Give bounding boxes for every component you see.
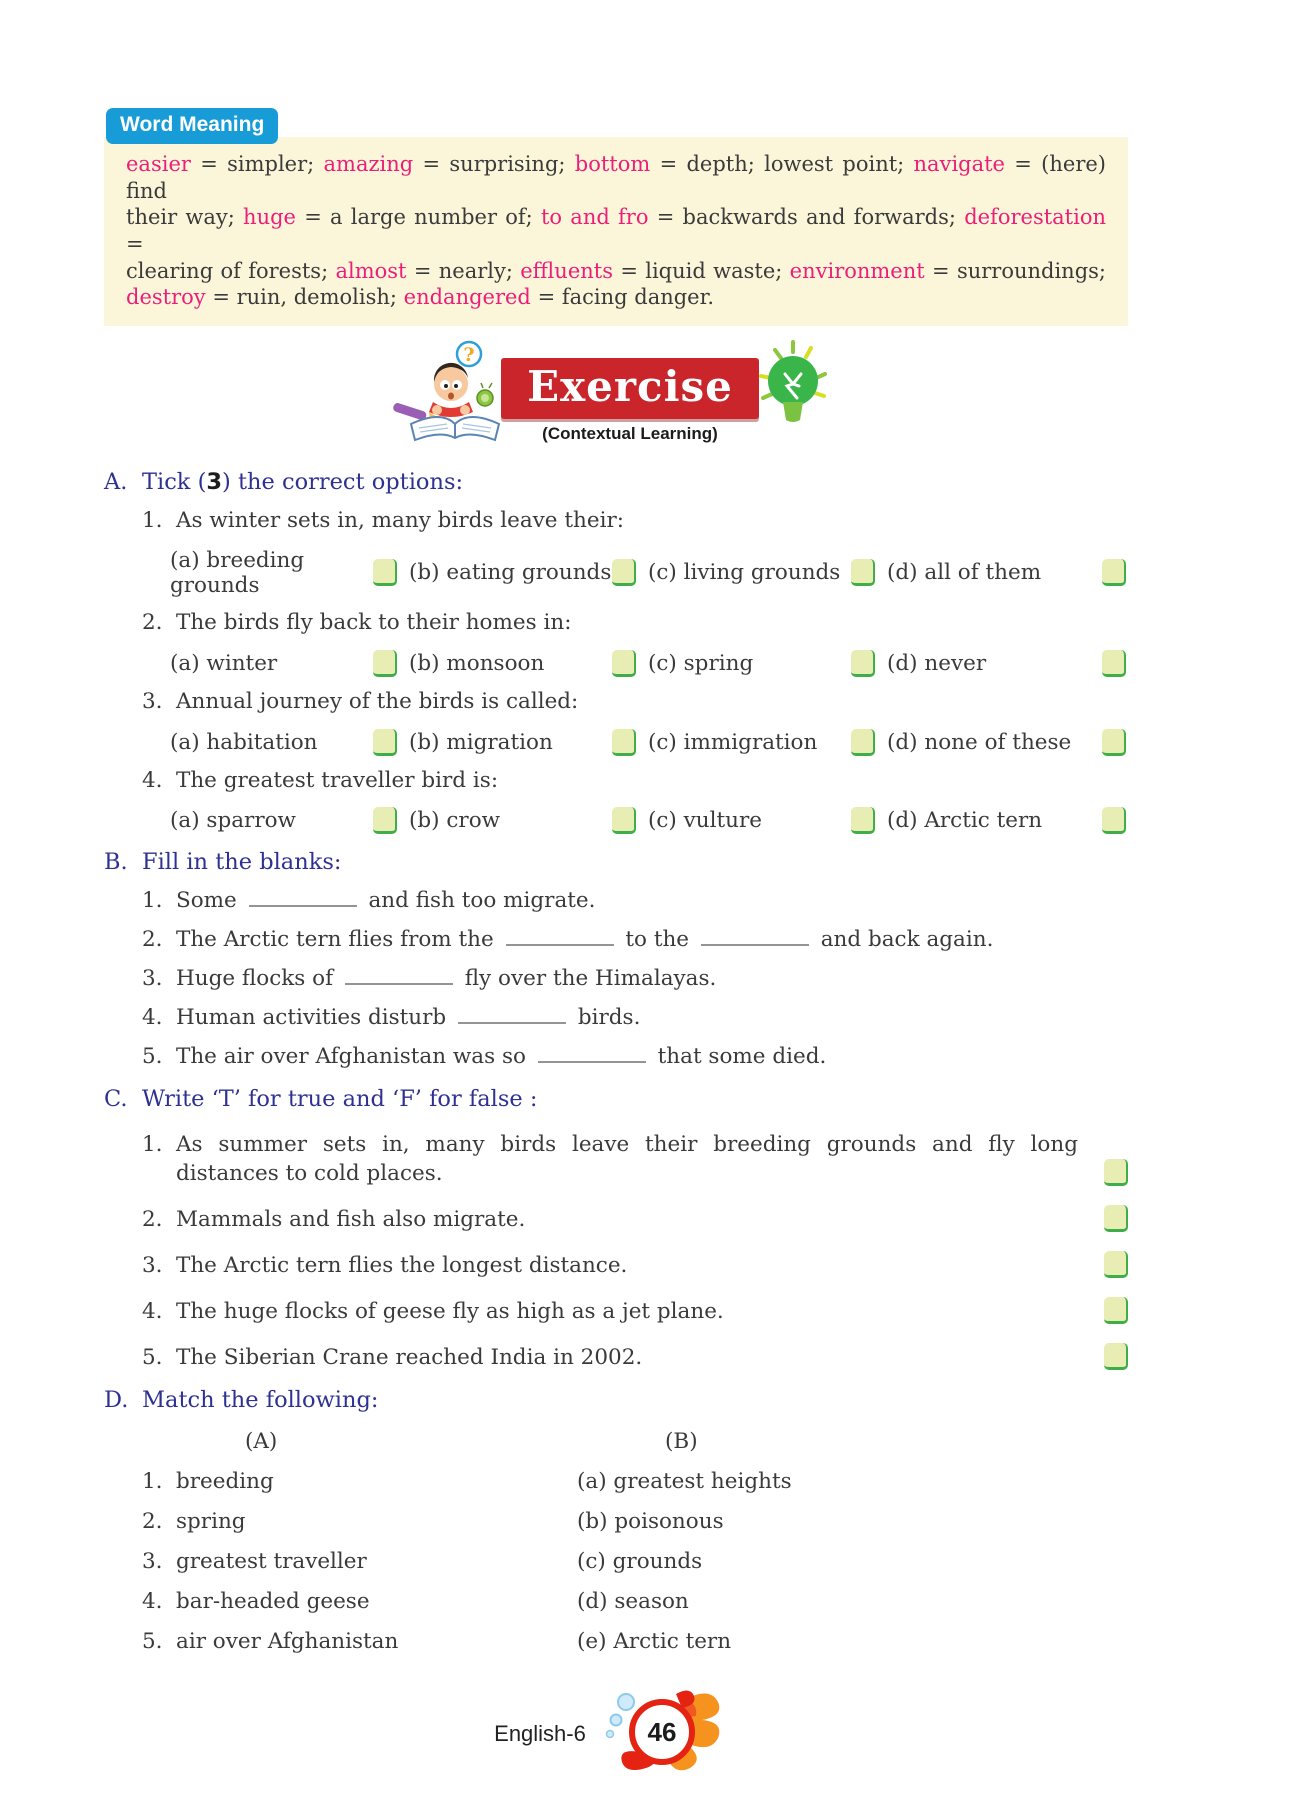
- option-label: (b) monsoon: [409, 650, 545, 676]
- fill-blank-segment: Some: [176, 888, 244, 914]
- section-d-header: [104, 1387, 1128, 1414]
- option: [409, 548, 648, 598]
- option-checkbox[interactable]: [1102, 807, 1126, 834]
- question-number: 5.: [142, 1344, 163, 1370]
- question-number: 4.: [142, 767, 163, 793]
- word-meaning-line: [126, 204, 1106, 257]
- option: [648, 807, 887, 834]
- options-row: [170, 729, 1128, 756]
- exercise-subtitle: (Contextual Learning): [542, 423, 718, 443]
- blank-line: [345, 968, 453, 985]
- true-false-row: [142, 1130, 1128, 1188]
- option-label: (a) sparrow: [170, 808, 296, 834]
- fill-blank-segment: birds.: [571, 1005, 641, 1031]
- book-title: English-6: [494, 1720, 586, 1746]
- true-false-text: The Siberian Crane reached India in 2002.: [176, 1344, 643, 1370]
- match-item-a: [142, 1509, 577, 1534]
- word-meaning-definition: = simpler;: [190, 152, 324, 176]
- true-false-box[interactable]: [1104, 1297, 1128, 1324]
- question-number: 3.: [142, 688, 163, 714]
- exercise-banner: [104, 334, 1128, 454]
- question-number: 2.: [142, 927, 163, 953]
- option-label: (a) habitation: [170, 729, 318, 755]
- section-title: Write ‘T’ for true and ‘F’ for false :: [142, 1085, 538, 1112]
- options-row: [170, 650, 1128, 677]
- word-meaning-term: easier: [126, 152, 191, 176]
- option: [170, 729, 409, 756]
- match-column-b-header: (B): [665, 1428, 698, 1454]
- question-number: 4.: [142, 1005, 163, 1031]
- option-label: (b) migration: [409, 729, 553, 755]
- option-checkbox[interactable]: [851, 807, 875, 834]
- option: [648, 650, 887, 677]
- option-label: (a) breeding grounds: [170, 547, 305, 598]
- word-meaning-tab: Word Meaning: [106, 108, 278, 144]
- match-row: [142, 1589, 1128, 1614]
- fill-blank-row: [142, 966, 1128, 993]
- match-text-a: breeding: [176, 1468, 274, 1494]
- word-meaning-box: [104, 137, 1128, 326]
- fill-blank-text: [176, 1044, 1128, 1071]
- match-column-headers: [142, 1429, 1128, 1454]
- fill-blank-row: [142, 927, 1128, 954]
- match-row: [142, 1469, 1128, 1494]
- option-label: (a) winter: [170, 650, 278, 676]
- true-false-text: Mammals and fish also migrate.: [176, 1206, 526, 1232]
- option-label: (d) Arctic tern: [887, 808, 1043, 834]
- fill-blank-segment: and fish too migrate.: [361, 888, 596, 914]
- exercise-title: Exercise: [501, 358, 759, 419]
- true-false-box[interactable]: [1104, 1159, 1128, 1186]
- blank-line: [538, 1046, 646, 1063]
- option: [648, 729, 887, 756]
- option: [170, 650, 409, 677]
- question-row: [142, 768, 1128, 795]
- match-text-a: air over Afghanistan: [176, 1628, 399, 1654]
- word-meaning-term: endangered: [403, 285, 531, 310]
- section-letter: C.: [104, 1085, 128, 1112]
- section-a-header: [104, 469, 1128, 496]
- blank-line: [506, 929, 614, 946]
- option-label: (c) living grounds: [648, 560, 841, 586]
- true-false-box[interactable]: [1104, 1251, 1128, 1278]
- match-row: [142, 1509, 1128, 1534]
- word-meaning-definition: their way;: [126, 205, 244, 230]
- question-row: [142, 689, 1128, 716]
- word-meaning-line: [126, 258, 1106, 285]
- options-row: [170, 807, 1128, 834]
- question-text: As winter sets in, many birds leave their:: [176, 507, 624, 533]
- word-meaning-term: huge: [243, 205, 296, 230]
- option: [409, 807, 648, 834]
- fill-blank-segment: Huge flocks of: [176, 966, 340, 992]
- svg-text:?: ?: [463, 343, 475, 366]
- fish-logo: [588, 1680, 738, 1776]
- section-letter: A.: [104, 468, 128, 495]
- blank-line: [249, 890, 357, 907]
- word-meaning-term: destroy: [126, 285, 206, 310]
- fill-blank-segment: Human activities disturb: [176, 1005, 454, 1031]
- match-row: [142, 1629, 1128, 1654]
- section-c-body: [104, 1130, 1128, 1372]
- question-number: 5.: [142, 1043, 163, 1069]
- fill-blank-segment: The air over Afghanistan was so: [176, 1043, 533, 1069]
- word-meaning-definition: = depth; lowest point;: [650, 152, 914, 176]
- option-label: (b) crow: [409, 808, 501, 834]
- option: [887, 548, 1126, 598]
- option-label: (c) spring: [648, 650, 754, 676]
- option-label: (d) none of these: [887, 729, 1072, 755]
- option: [648, 548, 887, 598]
- question-number: 1.: [142, 507, 163, 533]
- match-text-b: (a) greatest heights: [577, 1468, 792, 1494]
- fill-blank-text: [176, 1005, 1128, 1032]
- word-meaning-definition: clearing of forests;: [126, 258, 336, 283]
- match-number: 4.: [142, 1588, 163, 1614]
- word-meaning-definition: = ruin, demolish;: [205, 285, 404, 310]
- word-meaning-line: [126, 284, 1106, 311]
- section-c-header: [104, 1086, 1128, 1113]
- word-meaning-term: environment: [789, 258, 925, 283]
- match-text-b: (c) grounds: [577, 1548, 703, 1574]
- word-meaning-term: effluents: [520, 258, 613, 283]
- match-item-a: [142, 1589, 577, 1614]
- option-checkbox[interactable]: [373, 729, 397, 756]
- option-checkbox[interactable]: [1102, 650, 1126, 677]
- true-false-text: As summer sets in, many birds leave their breeding grounds and fly long distances to cold places.: [176, 1131, 1078, 1186]
- option: [887, 729, 1126, 756]
- option-checkbox[interactable]: [612, 729, 636, 756]
- true-false-row: [142, 1251, 1128, 1280]
- word-meaning-definition: = (here) find: [126, 152, 1106, 203]
- question-number: 2.: [142, 609, 163, 635]
- option-checkbox[interactable]: [1102, 729, 1126, 756]
- page-number: 46: [647, 1716, 677, 1747]
- true-false-row: [142, 1205, 1128, 1234]
- fill-blank-segment: to the: [618, 927, 696, 953]
- question-text: Annual journey of the birds is called:: [176, 688, 579, 714]
- option-label: (b) eating grounds: [409, 560, 612, 586]
- fill-blank-segment: that some died.: [650, 1043, 827, 1069]
- tick-mark: 3: [206, 468, 223, 495]
- question-row: [142, 508, 1128, 535]
- blank-line: [458, 1007, 566, 1024]
- match-number: 3.: [142, 1548, 163, 1574]
- section-a-body: [104, 508, 1128, 835]
- match-text-a: spring: [176, 1508, 246, 1534]
- blank-line: [701, 929, 809, 946]
- question-number: 1.: [142, 1131, 163, 1157]
- match-item-a: [142, 1549, 577, 1574]
- true-false-text: The Arctic tern flies the longest distance.: [176, 1252, 628, 1278]
- match-column-a-header: (A): [245, 1428, 278, 1454]
- fill-blank-row: [142, 888, 1128, 915]
- match-number: 1.: [142, 1468, 163, 1494]
- fill-blank-segment: fly over the Himalayas.: [457, 966, 717, 992]
- section-title: Match the following:: [142, 1386, 379, 1413]
- question-number: 2.: [142, 1206, 163, 1232]
- true-false-text: The huge flocks of geese fly as high as a jet plane.: [176, 1298, 724, 1324]
- boy-reading-icon: [393, 340, 515, 448]
- fill-blank-segment: The Arctic tern flies from the: [176, 927, 501, 953]
- word-meaning-term: almost: [335, 258, 407, 283]
- word-meaning-definition: =: [126, 231, 144, 256]
- option: [170, 807, 409, 834]
- option: [887, 807, 1126, 834]
- option-label: (c) vulture: [648, 808, 763, 834]
- word-meaning-term: to and fro: [540, 205, 649, 230]
- option-checkbox[interactable]: [612, 650, 636, 677]
- match-item-a: [142, 1629, 577, 1654]
- option-checkbox[interactable]: [851, 729, 875, 756]
- fill-blank-text: [176, 966, 1128, 993]
- section-a-title-pre: Tick (: [142, 468, 207, 495]
- fill-blank-row: [142, 1005, 1128, 1032]
- section-b-body: [104, 888, 1128, 1070]
- true-false-box[interactable]: [1104, 1205, 1128, 1232]
- option-label: (c) immigration: [648, 729, 818, 755]
- true-false-box[interactable]: [1104, 1343, 1128, 1370]
- match-text-b: (d) season: [577, 1588, 689, 1614]
- fill-blank-row: [142, 1044, 1128, 1071]
- word-meaning-term: navigate: [913, 152, 1005, 176]
- fill-blank-text: [176, 927, 1128, 954]
- word-meaning-definition: = facing danger.: [530, 285, 715, 310]
- section-title: Fill in the blanks:: [142, 849, 342, 876]
- match-item-a: [142, 1469, 577, 1494]
- question-row: [142, 610, 1128, 637]
- word-meaning-definition: = a large number of;: [295, 205, 541, 230]
- section-letter: D.: [104, 1386, 129, 1413]
- section-b-header: [104, 849, 1128, 876]
- fill-blank-segment: and back again.: [813, 927, 994, 953]
- match-row: [142, 1549, 1128, 1574]
- option-checkbox[interactable]: [851, 559, 875, 586]
- option-checkbox[interactable]: [1102, 559, 1126, 586]
- word-meaning-definition: = surroundings;: [924, 258, 1106, 283]
- word-meaning-definition: = backwards and forwards;: [648, 205, 965, 230]
- true-false-row: [142, 1297, 1128, 1326]
- true-false-row: [142, 1343, 1128, 1372]
- fill-blank-text: [176, 888, 1128, 915]
- option-label: (d) never: [887, 650, 987, 676]
- question-number: 1.: [142, 888, 163, 914]
- match-text-b: (e) Arctic tern: [577, 1628, 732, 1654]
- option: [887, 650, 1126, 677]
- match-text-a: bar-headed geese: [176, 1588, 370, 1614]
- option-checkbox[interactable]: [851, 650, 875, 677]
- question-number: 3.: [142, 1252, 163, 1278]
- word-meaning-definition: = surprising;: [413, 152, 575, 176]
- match-number: 2.: [142, 1508, 163, 1534]
- section-a-title-post: ) the correct options:: [222, 468, 464, 495]
- word-meaning-term: amazing: [323, 152, 414, 176]
- option: [409, 729, 648, 756]
- option: [409, 650, 648, 677]
- match-text-b: (b) poisonous: [577, 1508, 724, 1534]
- word-meaning-term: deforestation: [964, 205, 1106, 230]
- word-meaning-term: bottom: [574, 152, 651, 176]
- word-meaning-line: [126, 151, 1106, 204]
- word-meaning-definition: = liquid waste;: [613, 258, 790, 283]
- match-text-a: greatest traveller: [176, 1548, 367, 1574]
- question-number: 3.: [142, 966, 163, 992]
- question-text: The birds fly back to their homes in:: [176, 609, 572, 635]
- option: [170, 548, 409, 598]
- page-footer: [104, 1680, 1128, 1776]
- option-label: (d) all of them: [887, 560, 1042, 586]
- option-checkbox[interactable]: [612, 559, 636, 586]
- word-meaning-definition: = nearly;: [406, 258, 521, 283]
- question-number: 4.: [142, 1298, 163, 1324]
- option-checkbox[interactable]: [373, 559, 397, 586]
- section-title: [142, 469, 463, 496]
- exercise-banner-center: [501, 358, 759, 444]
- options-row: [170, 548, 1128, 598]
- option-checkbox[interactable]: [612, 807, 636, 834]
- option-checkbox[interactable]: [373, 807, 397, 834]
- question-text: The greatest traveller bird is:: [176, 767, 499, 793]
- word-meaning-section: [104, 108, 1128, 326]
- lightbulb-icon: [747, 336, 839, 432]
- match-number: 5.: [142, 1628, 163, 1654]
- section-d-body: [104, 1469, 1128, 1654]
- section-letter: B.: [104, 849, 128, 876]
- option-checkbox[interactable]: [373, 650, 397, 677]
